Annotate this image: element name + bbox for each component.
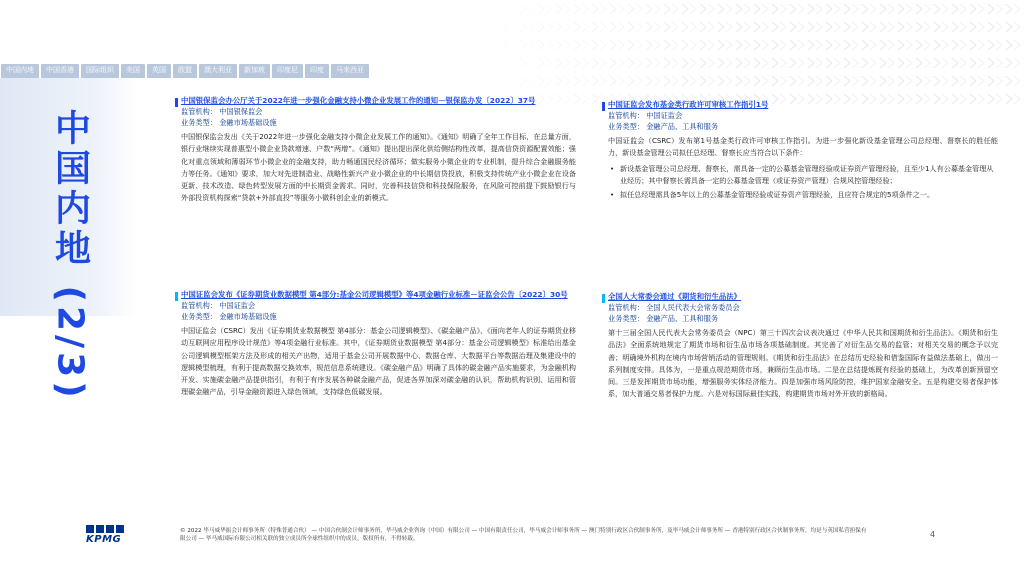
card-business-type: 业务类型： 金融产品、工具和服务 [608,122,719,131]
tab-eu[interactable]: 欧盟 [172,63,198,78]
card-title-link[interactable]: 中国银保监会办公厅关于2022年进一步强化金融支持小微企业发展工作的通知－银保监办发〔2022〕37号 [181,96,536,105]
page-number: 4 [930,530,936,539]
card-business-type: 业务类型： 金融市场基础设施 [181,118,277,127]
kpmg-logo [86,525,124,545]
regulation-card-3 [181,290,576,399]
card-accent-bar [602,294,605,303]
tab-international-organizations[interactable]: 国际组织 [80,63,120,78]
list-item: • 新设基金管理公司总经理、督察长，需具备一定的公募基金管理经验或证券资产管理经验，且至少1人有公募基金管理从业经历；其中督察长需具备一定的公募基金管理（或证券资产管理）合规风控管理经验； [608,163,998,188]
card-regulator: 监管机构： 全国人民代表大会常务委员会 [608,303,740,312]
chevron-pattern-decoration [464,0,1024,110]
regulation-card-2 [608,100,998,203]
card-regulator: 监管机构： 中国银保监会 [181,107,263,116]
card-body: 第十三届全国人民代表大会常务委员会（NPC）第三十四次会议表决通过《中华人民共和国期货和衍生品法》。《期货和衍生品法》全面系统地规定了期货市场和衍生品市场各项基础制度。其完善了对衍生品交易的监管；对相关交易的概念予以完善；明确境外机构在境内市场营销活动的管理规则。《期货和衍生品法》在总结历史经验和借鉴国际有益做法基础上，做出一系列制度安排。具体为，一是重点规范期货市场，兼顾衍生品市场。二是在总结提炼既有经验的基础上，为改革创新预留空间。三是发挥期货市场功能，增强服务实体经济能力。四是加强市场风险防控，维护国家金融安全。五是构建交易者保护体系，加大普通交易者保护力度。六是对标国际最佳实践，构建期货市场对外开放的新格局。 [608,328,998,399]
footer-copyright: © 2022 毕马威华振会计师事务所（特殊普通合伙） — 中国合伙制会计师事务所，毕马威企业咨询（中国）有限公司 — 中国有限责任公司，毕马威会计师事务所 — 澳门特别行政区合伙制事务所，及毕马威会计师事务所 — 香港特别行政区合伙制事务所，均是与英国私营担保有限公司 — 毕马威国际有限公司相关联的独立成员所全球性组织中的成员。版权所有，不得转载。 [180,528,867,542]
card-business-type: 业务类型： 金融市场基础设施 [181,312,277,321]
section-title-text: 中国内地 (2/3) [49,108,91,402]
card-accent-bar [175,292,178,301]
tab-singapore[interactable]: 新加坡 [238,63,271,78]
card-regulator: 监管机构： 中国证监会 [181,301,256,310]
tab-malaysia[interactable]: 马来西亚 [330,63,370,78]
card-regulator: 监管机构： 中国证监会 [608,111,683,120]
card-body: 中国证监会（CSRC）发布第1号基金类行政许可审核工作指引。为进一步强化新设基金管理公司总经理、督察长的胜任能力，新设基金管理公司拟任总经理、督察长应当符合以下条件： [608,136,998,158]
tab-hong-kong[interactable]: 中国香港 [40,63,80,78]
tab-india[interactable]: 印度 [304,63,330,78]
tab-mainland-china[interactable]: 中国内地 [0,63,40,78]
card-title-link[interactable]: 全国人大常委会通过《期货和衍生品法》 [608,292,742,301]
tab-usa[interactable]: 美国 [120,63,146,78]
card-accent-bar [175,98,178,107]
kpmg-logo-boxes-icon [86,525,124,533]
card-body: 中国证监会（CSRC）发出《证券期货业数据模型 第4部分：基金公司逻辑模型》、《碳金融产品》、《面向老年人的证券期货业移动互联网应用程序设计规范》等4项金融行业标准。其中，《证券期货业数据模型 第4部分：基金公司逻辑模型》标准给出基金公司逻辑模型框架方法及形成的相关产出物，适用于基金公司开展数据中心、数据仓库、大数据平台等数据治理及集建设中的逻辑模型梳理，有利于提高数据交换效率，规范信息系统建设。《碳金融产品》明确了具体的碳金融产品实施要求，为金融机构开发、实施碳金融产品提供指引，有利于有序发展各种碳金融产品，促进各界加深对碳金融的认识，帮助机构识别、运用和管理碳金融产品，引导金融资源进入绿色领域，支持绿色低碳发展。 [181,326,576,397]
card-business-type: 业务类型： 金融产品、工具和服务 [608,314,719,323]
regulation-card-4 [608,292,998,401]
card-body: 中国银保监会发出《关于2022年进一步强化金融支持小微企业发展工作的通知》。《通知》明确了全年工作目标，在总量方面，银行业继续实现普惠型小微企业贷款增速、户数“两增”。《通知》提出提出深化供给侧结构性改革，提高信贷资源配置效能；强化对重点领域和薄弱环节小微企业的金融支持，助力畅通国民经济循环；做实服务小微企业的专业机制，提升综合金融服务能力等任务。《通知》要求，加大对先进制造业、战略性新兴产业小微企业的中长期信贷投放，积极支持传统产业小微企业在设备更新、技术改造、绿色转型发展方面的中长期资金需求。同时，完善科技信贷和科技保险服务，在风险可控前提下鼓励银行与外部投资机构探索“贷款+外部直投”等服务小微科创企业的新模式。 [181,132,576,203]
card-bullet-list [608,163,998,202]
tab-australia[interactable]: 澳大利亚 [198,63,238,78]
tab-indonesia[interactable]: 印度尼 [271,63,304,78]
kpmg-logo-text: KPMG [86,534,122,545]
regulation-card-1 [181,96,576,205]
region-tab-bar [0,63,806,78]
card-title-link[interactable]: 中国证监会发布基金类行政许可审核工作指引1号 [608,100,769,109]
card-accent-bar [602,102,605,111]
section-title [20,80,120,430]
card-title-link[interactable]: 中国证监会发布《证券期货业数据模型 第4部分:基金公司逻辑模型》等4项金融行业标准－证监会公告〔2022〕30号 [181,290,568,299]
list-item: • 拟任总经理需具备5年以上的公募基金管理经验或证券资产管理经验，且应符合规定的5项条件之一。 [608,189,998,201]
tab-uk[interactable]: 英国 [146,63,172,78]
